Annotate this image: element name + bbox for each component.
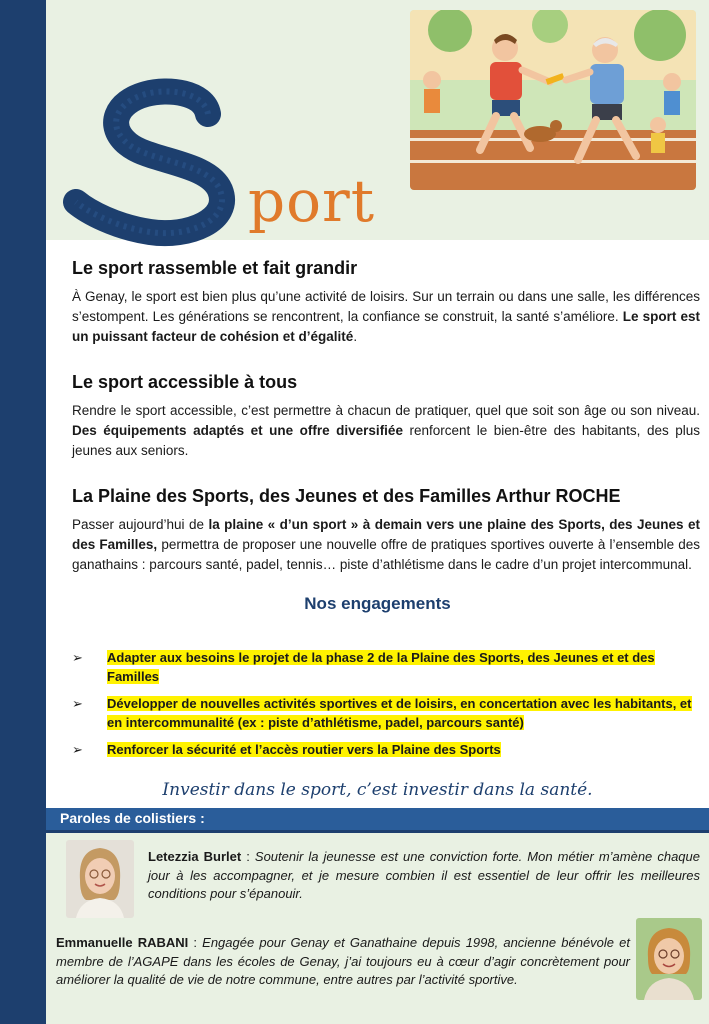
- relay-race-illustration: [410, 10, 696, 190]
- section-heading: La Plaine des Sports, des Jeunes et des Familles Arthur ROCHE: [72, 486, 621, 506]
- paroles-header-bar: [46, 808, 709, 833]
- slogan: Investir dans le sport, c’est investir dans la santé.: [162, 780, 593, 800]
- section-rassemble: [72, 258, 700, 347]
- bold-text: la plaine « d’un sport » à demain vers une plaine des Sports, des Jeunes et des Familles,: [72, 517, 700, 552]
- section-heading: Le sport accessible à tous: [72, 372, 298, 392]
- title-rest: port: [248, 167, 376, 235]
- quote-rabani: Emmanuelle RABANI : Engagée pour Genay et Ganathaine depuis 1998, ancienne bénévole et membre de l’AGAPE dans les écoles de Genay, j’ai toujours eu à cœur d’agir concrètement pour améliorer la qualité de vie de notre commune, entre autres par l’activité sportive.: [56, 935, 630, 987]
- list-item: ➢ Développer de nouvelles activités sportives et de loisirs, en concertation avec les habitants, et en intercommunalité (ex : piste d’athlétisme, padel, parcours santé): [72, 696, 692, 730]
- section-accessible: [72, 372, 700, 461]
- engagements-list: [72, 648, 704, 767]
- list-item: ➢ Adapter aux besoins le projet de la phase 2 de la Plaine des Sports, des Jeunes et et des Familles: [72, 650, 655, 684]
- title-first-letter: [58, 62, 258, 262]
- arrow-bullet-icon: ➢: [72, 650, 83, 665]
- list-item: ➢ Renforcer la sécurité et l’accès routier vers la Plaine des Sports: [72, 742, 501, 757]
- section-paragraph: Rendre le sport accessible, c’est permettre à chacun de pratiquer, quel que soit son âge ou son niveau. Des équipements adaptés et une offre diversifiée renforcent le bien-être des habitants, des plus jeunes aux seniors.: [72, 403, 700, 458]
- section-paragraph: Passer aujourd’hui de la plaine « d’un sport » à demain vers une plaine des Sports, des Jeunes et des Familles, permettra de proposer une nouvelle offre de pratiques sportives ouverte à l’ensemble des ganathains : parcours santé, padel, tennis… piste d’athlétisme dans le cadre d’un projet intercommunal.: [72, 517, 700, 572]
- arrow-bullet-icon: ➢: [72, 742, 83, 757]
- left-sidebar-stripe: [0, 0, 46, 1024]
- avatar: [66, 840, 134, 918]
- bold-text: Des équipements adaptés et une offre diversifiée: [72, 423, 403, 438]
- arrow-bullet-icon: ➢: [72, 696, 83, 711]
- section-heading: Le sport rassemble et fait grandir: [72, 258, 358, 278]
- section-plaine: [72, 486, 700, 575]
- avatar: [636, 918, 702, 1000]
- quote-burlet: Letezzia Burlet : Soutenir la jeunesse est une conviction forte. Mon métier m’amène chaque jour à les accompagner, et je mesure combien il est essentiel de leur offrir les meilleures conditions pour s’épanouir.: [148, 849, 700, 901]
- bold-text: Le sport est un puissant facteur de cohésion et d’égalité: [72, 309, 700, 344]
- paroles-title: Paroles de colistiers :: [60, 810, 205, 826]
- section-paragraph: À Genay, le sport est bien plus qu’une activité de loisirs. Sur un terrain ou dans une salle, les différences s’estompent. Les générations se rencontrent, la confiance se construit, la santé s’améliore. Le sport est un puissant facteur de cohésion et d’égalité.: [72, 289, 700, 344]
- engagements-title: Nos engagements: [304, 594, 451, 613]
